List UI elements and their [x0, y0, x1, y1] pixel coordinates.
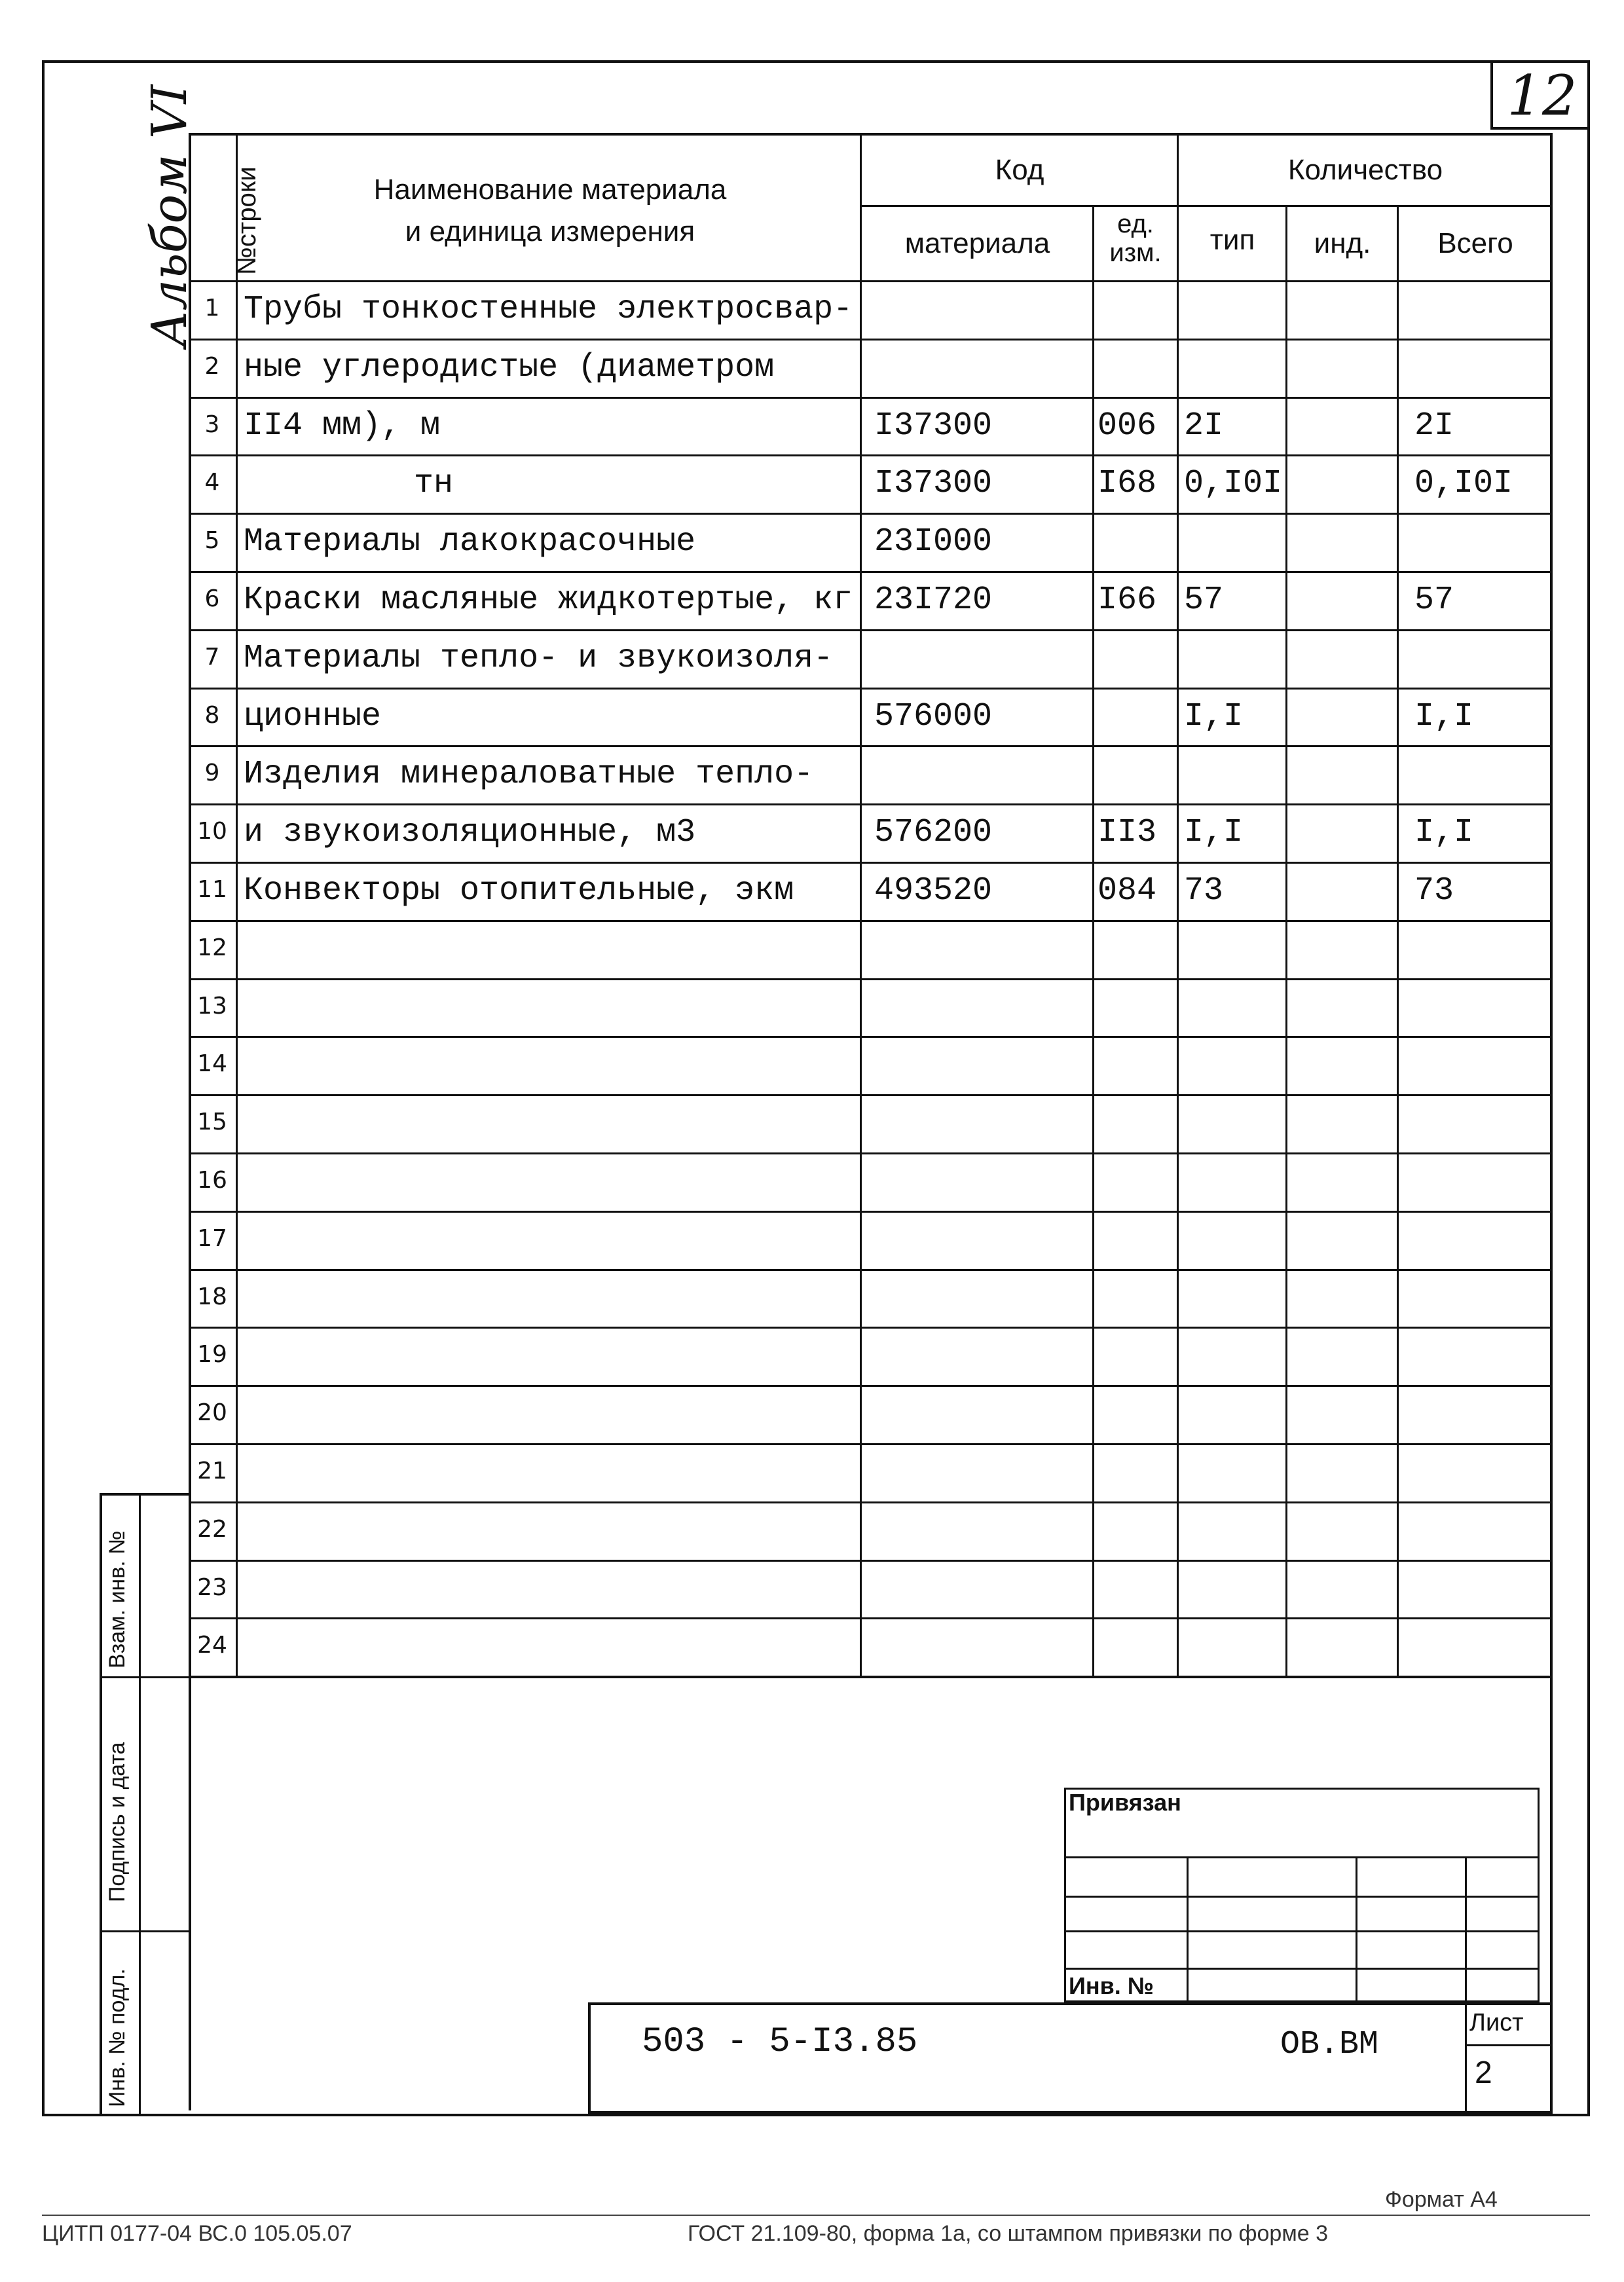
row-number: 18 — [197, 1283, 227, 1310]
footer-left-code: ЦИТП 0177-04 ВС.0 105.05.07 — [42, 2221, 352, 2246]
side-stamp-line-2 — [100, 1930, 189, 1932]
binding-line-3 — [1064, 1930, 1540, 1932]
cell-name: и звукоизоляционные, м3 — [244, 814, 696, 852]
row-number: 21 — [197, 1458, 227, 1484]
header-mid-line — [861, 205, 1553, 207]
cell-code: 23I720 — [874, 581, 993, 619]
cell-name: Изделия минераловатные тепло- — [244, 756, 814, 794]
footer-rule — [42, 2215, 1590, 2216]
row-line — [189, 920, 1553, 922]
row-line — [189, 1560, 1553, 1562]
binding-line-1 — [1064, 1856, 1540, 1858]
col-line-name — [860, 133, 862, 1677]
cell-type: 73 — [1184, 872, 1224, 910]
row-line — [189, 1036, 1553, 1038]
cell-type: 2I — [1184, 407, 1224, 445]
row-line — [189, 397, 1553, 399]
row-line — [189, 629, 1553, 631]
row-line — [189, 513, 1553, 515]
cell-name: ные углеродистые (диаметром — [244, 348, 775, 386]
binding-col-3 — [1465, 1856, 1467, 2002]
cell-type: I,I — [1184, 814, 1244, 852]
side-stamp-line-1 — [100, 1676, 189, 1678]
row-number: 6 — [204, 585, 220, 612]
side-label-vzam: Взам. инв. № — [105, 1530, 130, 1668]
binding-stamp — [1064, 1788, 1540, 2002]
binding-col-1 — [1187, 1856, 1189, 2002]
cell-name: II4 мм), м — [244, 407, 441, 445]
cell-unit: II3 — [1098, 814, 1157, 852]
sheet-corner-number: 12 — [1507, 64, 1578, 128]
cell-code: 576200 — [874, 814, 993, 852]
cell-total: 73 — [1414, 872, 1454, 910]
row-line — [189, 571, 1553, 573]
row-line — [189, 1443, 1553, 1445]
cell-total: I,I — [1414, 697, 1474, 735]
header-qty-group: Количество — [1287, 154, 1443, 186]
side-label-inv-podl: Инв. № подл. — [105, 1968, 130, 2107]
col-line-ind — [1285, 205, 1287, 1677]
header-code-material: материала — [904, 227, 1050, 259]
row-line — [189, 1617, 1553, 1619]
row-line — [189, 1385, 1553, 1387]
col-line-unit — [1092, 205, 1094, 1677]
title-sheet-line — [1465, 2044, 1553, 2046]
header-code-group: Код — [995, 154, 1044, 186]
header-qty-total: Всего — [1437, 227, 1513, 259]
row-number: 20 — [197, 1399, 227, 1427]
cell-unit: 084 — [1098, 872, 1157, 910]
col-line-code-end — [1177, 133, 1179, 1677]
row-number: 10 — [197, 818, 227, 845]
row-line — [189, 745, 1553, 747]
cell-type: 0,I0I — [1184, 465, 1283, 503]
row-line — [189, 1211, 1553, 1213]
cell-code: 493520 — [874, 872, 993, 910]
binding-line-4 — [1064, 1968, 1540, 1970]
row-number: 9 — [204, 760, 220, 787]
row-line — [189, 454, 1553, 456]
cell-name: ционные — [244, 697, 382, 735]
row-number: 17 — [197, 1224, 227, 1252]
header-row-no: №строки — [232, 166, 261, 275]
document-mark: ОВ.ВМ — [1280, 2026, 1379, 2063]
cell-unit: 006 — [1098, 407, 1157, 445]
cell-unit: I68 — [1098, 465, 1157, 503]
row-line — [189, 688, 1553, 690]
row-line — [189, 1501, 1553, 1503]
row-number: 23 — [197, 1573, 227, 1601]
row-number: 11 — [197, 876, 227, 903]
col-line-total — [1397, 205, 1399, 1677]
row-number: 14 — [197, 1050, 227, 1078]
row-number: 8 — [204, 701, 220, 729]
cell-type: 57 — [1184, 581, 1224, 619]
cell-name: Материалы тепло- и звукоизоля- — [244, 639, 834, 677]
row-line — [189, 862, 1553, 864]
cell-code: I37300 — [874, 465, 993, 503]
document-code: 503 - 5-I3.85 — [642, 2022, 918, 2062]
header-bottom-line — [189, 280, 1553, 282]
cell-name: Материалы лакокрасочные — [244, 523, 696, 561]
row-number: 13 — [197, 992, 227, 1020]
binding-col-2 — [1356, 1856, 1357, 2002]
side-label-podpis: Подпись и дата — [105, 1742, 130, 1902]
cell-type: I,I — [1184, 697, 1244, 735]
sheet-label: Лист — [1469, 2009, 1524, 2036]
row-line — [189, 339, 1553, 340]
row-line — [189, 1327, 1553, 1329]
cell-total: I,I — [1414, 814, 1474, 852]
cell-name: Трубы тонкостенные электросвар- — [244, 291, 853, 328]
footer-gost: ГОСТ 21.109-80, форма 1а, со штампом привязки по форме 3 — [688, 2221, 1328, 2246]
row-number: 5 — [204, 527, 220, 555]
col-line-rowno — [236, 133, 238, 1677]
header-qty-type: тип — [1209, 224, 1255, 256]
row-number: 16 — [197, 1167, 227, 1194]
cell-total: 57 — [1414, 581, 1454, 619]
row-line — [189, 1094, 1553, 1096]
row-number: 24 — [197, 1632, 227, 1659]
cell-code: I37300 — [874, 407, 993, 445]
binding-label: Привязан — [1069, 1789, 1181, 1816]
row-number: 7 — [204, 643, 220, 671]
row-number: 15 — [197, 1109, 227, 1136]
album-note: Альбом VI — [141, 84, 198, 347]
cell-total: 0,I0I — [1414, 465, 1513, 503]
row-number: 4 — [204, 469, 220, 496]
row-number: 12 — [197, 934, 227, 961]
cell-code: 576000 — [874, 697, 993, 735]
inv-no-label: Инв. № — [1069, 1972, 1154, 1999]
row-number: 19 — [197, 1341, 227, 1369]
cell-name: тн — [414, 465, 454, 503]
header-name-col: Наименование материала и единица измерения — [373, 174, 727, 248]
cell-code: 23I000 — [874, 523, 993, 561]
cell-unit: I66 — [1098, 581, 1157, 619]
row-line — [189, 1269, 1553, 1271]
title-sheet-divider — [1465, 2002, 1467, 2114]
sheet-number: 2 — [1475, 2055, 1492, 2090]
cell-total: 2I — [1414, 407, 1454, 445]
row-line — [189, 978, 1553, 980]
header-code-unit: ед. изм. — [1109, 210, 1162, 267]
side-stamp-divider — [139, 1493, 141, 2116]
header-qty-ind: инд. — [1314, 227, 1371, 259]
row-line — [189, 803, 1553, 805]
row-number: 1 — [204, 295, 220, 322]
cell-name: Конвекторы отопительные, экм — [244, 872, 794, 910]
binding-line-2 — [1064, 1896, 1540, 1898]
cell-name: Краски масляные жидкотертые, кг — [244, 581, 853, 619]
row-number: 2 — [204, 352, 220, 380]
format-label: Формат А4 — [1385, 2187, 1498, 2212]
row-line — [189, 1152, 1553, 1154]
table-bottom-line — [189, 1676, 1553, 1678]
row-number: 22 — [197, 1515, 227, 1543]
row-number: 3 — [204, 411, 220, 438]
